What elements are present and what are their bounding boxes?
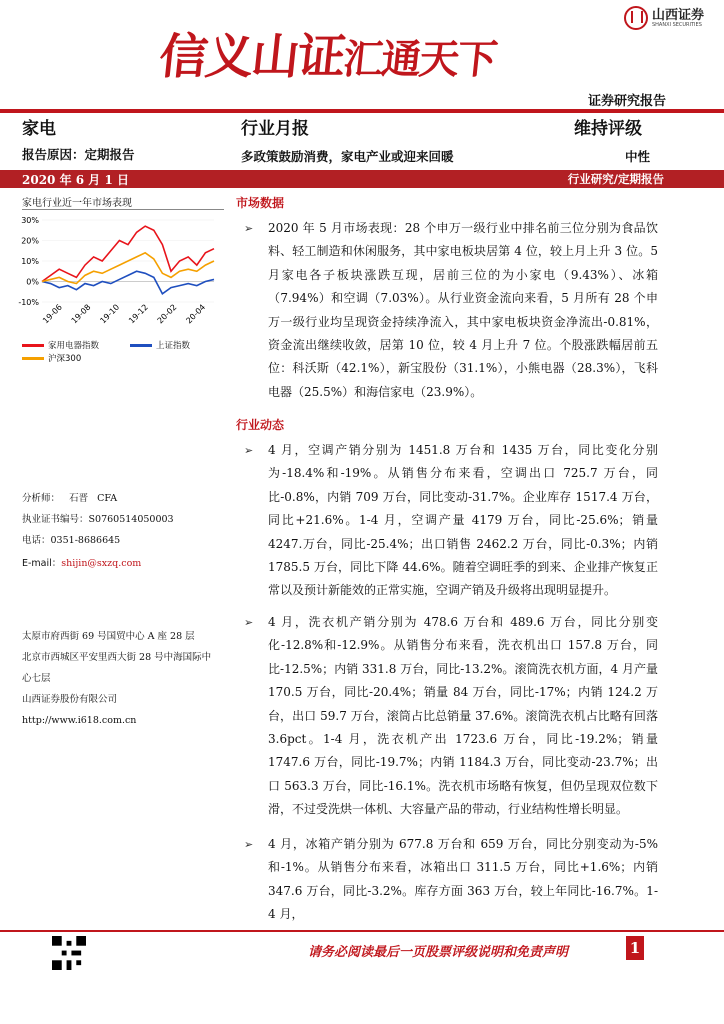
washing-machine-paragraph: ➢ 4 月，洗衣机产销分别为 478.6 万台和 489.6 万台，同比分别变化-12.8%和-12.9%。从销售分布来看，洗衣机出口 157.8 万台，同比-12.5%；内销 331.8 万台，同比-13.2%。滚筒洗衣机方面，4 月产量 170.5 万台，同比-20.4%；销量 84 万台，同比-17%；内销 124.2 万台，出口 59.7 万台，滚筒占比总销量 37.6%。滚筒洗衣机占比略有回落 3.6pct。1-4 月，洗衣机产出 1723.6 万台，同比-19.2%；销量 1747.6 万台，同比-19.7%；内销 1184.3 万台，同比变动-23.7%；出口 563.3 万台，同比-16.1%。洗衣机市场略有恢复，但仍呈现双位数下滑，不过受洗烘一体机、大容量产品的带动，行业结构性增长明显。 xyxy=(244,611,658,822)
company-url[interactable]: http://www.i618.com.cn xyxy=(22,715,137,726)
analyst-line: 分析师： 石晋 CFA xyxy=(22,493,118,504)
disclaimer: 请务必阅读最后一页股票评级说明和免责声明 xyxy=(308,945,569,960)
section-title-market: 市场数据 xyxy=(236,196,285,210)
analyst-name: 石晋 xyxy=(69,493,89,504)
y-tick-label: 10% xyxy=(21,257,39,266)
x-tick-label: 19-10 xyxy=(98,302,122,326)
brand-slogan xyxy=(156,18,499,87)
report-category: 行业研究/定期报告 xyxy=(567,172,664,186)
legend-label: 沪深300 xyxy=(48,354,82,364)
logo-name-en: SHANXI SECURITIES xyxy=(651,21,702,28)
company-logo xyxy=(624,6,704,30)
bullet-arrow-icon: ➢ xyxy=(244,616,254,629)
address-1: 太原市府西街 69 号国贸中心 A 座 28 层 xyxy=(22,631,195,642)
legend-item-appliance xyxy=(22,339,99,351)
phone-line: 电话：0351-8686645 xyxy=(22,535,121,546)
legend-label: 家用电器指数 xyxy=(48,341,100,351)
ac-paragraph: ➢ 4 月，空调产销分别为 1451.8 万台和 1435 万台，同比变化分别为-18.4%和-19%。从销售分布来看，空调出口 725.7 万台，同比-0.8%，内销 709 万台，同比变动-31.7%。企业库存 1517.4 万台，同比+21.6%。1-4 月，空调产量 4179 万台，同比-25.6%；销量 4247.万台，同比-25.4%；出口销售 2462.2 万台，同比-0.3%；内销 1785.5 万台，同比下降 44.6%。随着空调旺季的到来、企业排产恢复正常以及预计新能效的正常实施，空调产销及升级将出现明显提升。 xyxy=(244,439,658,603)
market-paragraph: ➢ 2020 年 5 月市场表现：28 个申万一级行业中排名前三位分别为食品饮料、轻工制造和休闲服务，其中家电板块居第 4 位，较上月上升 3 位。5 月家电各子板块涨跌互现，居前三位的为小家电（9.43%）、冰箱（7.94%）和空调（7.03%）。从行业资金流向来看，5 月所有 28 个申万一级行业均呈现资金持续净流入，其中家电板块资金净流出-0.81%，资金流出继续收敛，居第 10 位，较 4 月上升 7 位。个股涨跌幅居前五位：科沃斯（42.1%），新宝股份（31.1%），小熊电器（28.3%），飞科电器（25.5%）和海信家电（23.9%）。 xyxy=(244,217,658,404)
report-type: 证券研究报告 xyxy=(587,94,666,109)
report-date: 2020 年 6 月 1 日 xyxy=(22,173,129,187)
x-tick-label: 19-12 xyxy=(127,302,150,326)
series-line xyxy=(42,271,214,294)
y-tick-label: -10% xyxy=(18,298,39,307)
chart-title: 家电行业近一年市场表现 xyxy=(22,198,132,209)
legend-swatch xyxy=(22,344,44,347)
email-line: E-mail：shijin@sxzq.com xyxy=(22,558,142,569)
qr-code-icon xyxy=(52,936,86,970)
doc-type: 行业月报 xyxy=(241,119,309,139)
header-divider xyxy=(0,109,724,113)
date-bar xyxy=(0,170,724,188)
industry-name: 家电 xyxy=(22,119,56,139)
y-tick-label: 0% xyxy=(26,277,39,287)
section-title-dynamic: 行业动态 xyxy=(236,418,285,432)
chart-title-divider xyxy=(22,209,224,210)
legend-item-shanghai xyxy=(130,339,190,351)
cert-number: S0760514050003 xyxy=(88,514,174,525)
analyst-title: CFA xyxy=(97,493,118,504)
report-headline: 多政策鼓励消费，家电产业或迎来回暖 xyxy=(241,149,454,164)
series-line xyxy=(42,226,214,281)
y-tick-label: 30% xyxy=(21,216,39,225)
phone-number: 0351-8686645 xyxy=(50,535,121,546)
fridge-paragraph: ➢ 4 月，冰箱产销分别为 677.8 万台和 659 万台，同比分别变动为-5%和-1%。从销售分布来看，冰箱出口 311.5 万台，同比+1.6%；内销 347.6 万台，同比-3.2%。库存方面 363 万台，较上年同比-16.7%。1-4 月， xyxy=(244,833,658,927)
email-link[interactable]: shijin@sxzq.com xyxy=(61,558,142,569)
slogan-sub: 汇通天下 xyxy=(340,36,498,83)
rating-value: 中性 xyxy=(625,149,651,164)
slogan-main: 信义山证 xyxy=(156,29,347,85)
market-chart xyxy=(14,212,224,340)
address-2: 北京市西城区平安里西大街 28 号中海国际中心七层 xyxy=(22,652,212,684)
bullet-arrow-icon: ➢ xyxy=(244,222,254,235)
report-reason: 报告原因：定期报告 xyxy=(22,147,135,162)
page-number: 1 xyxy=(626,936,644,960)
cert-line: 执业证书编号：S0760514050003 xyxy=(22,514,174,525)
logo-icon xyxy=(624,6,648,30)
legend-label: 上证指数 xyxy=(156,341,191,351)
x-tick-label: 19-08 xyxy=(69,302,93,326)
logo-name-cn: 山西证券 xyxy=(651,7,704,23)
bullet-arrow-icon: ➢ xyxy=(244,838,254,851)
legend-swatch xyxy=(130,344,152,347)
x-tick-label: 20-02 xyxy=(155,302,179,326)
x-tick-label: 20-04 xyxy=(184,302,208,326)
y-tick-label: 20% xyxy=(21,236,39,246)
x-tick-label: 19-06 xyxy=(41,302,64,326)
rating-label: 维持评级 xyxy=(574,119,642,139)
footer-divider xyxy=(0,930,724,932)
legend-item-hs300 xyxy=(22,352,81,364)
legend-swatch xyxy=(22,357,44,360)
bullet-arrow-icon: ➢ xyxy=(244,444,254,457)
company-name: 山西证券股份有限公司 xyxy=(22,694,118,705)
